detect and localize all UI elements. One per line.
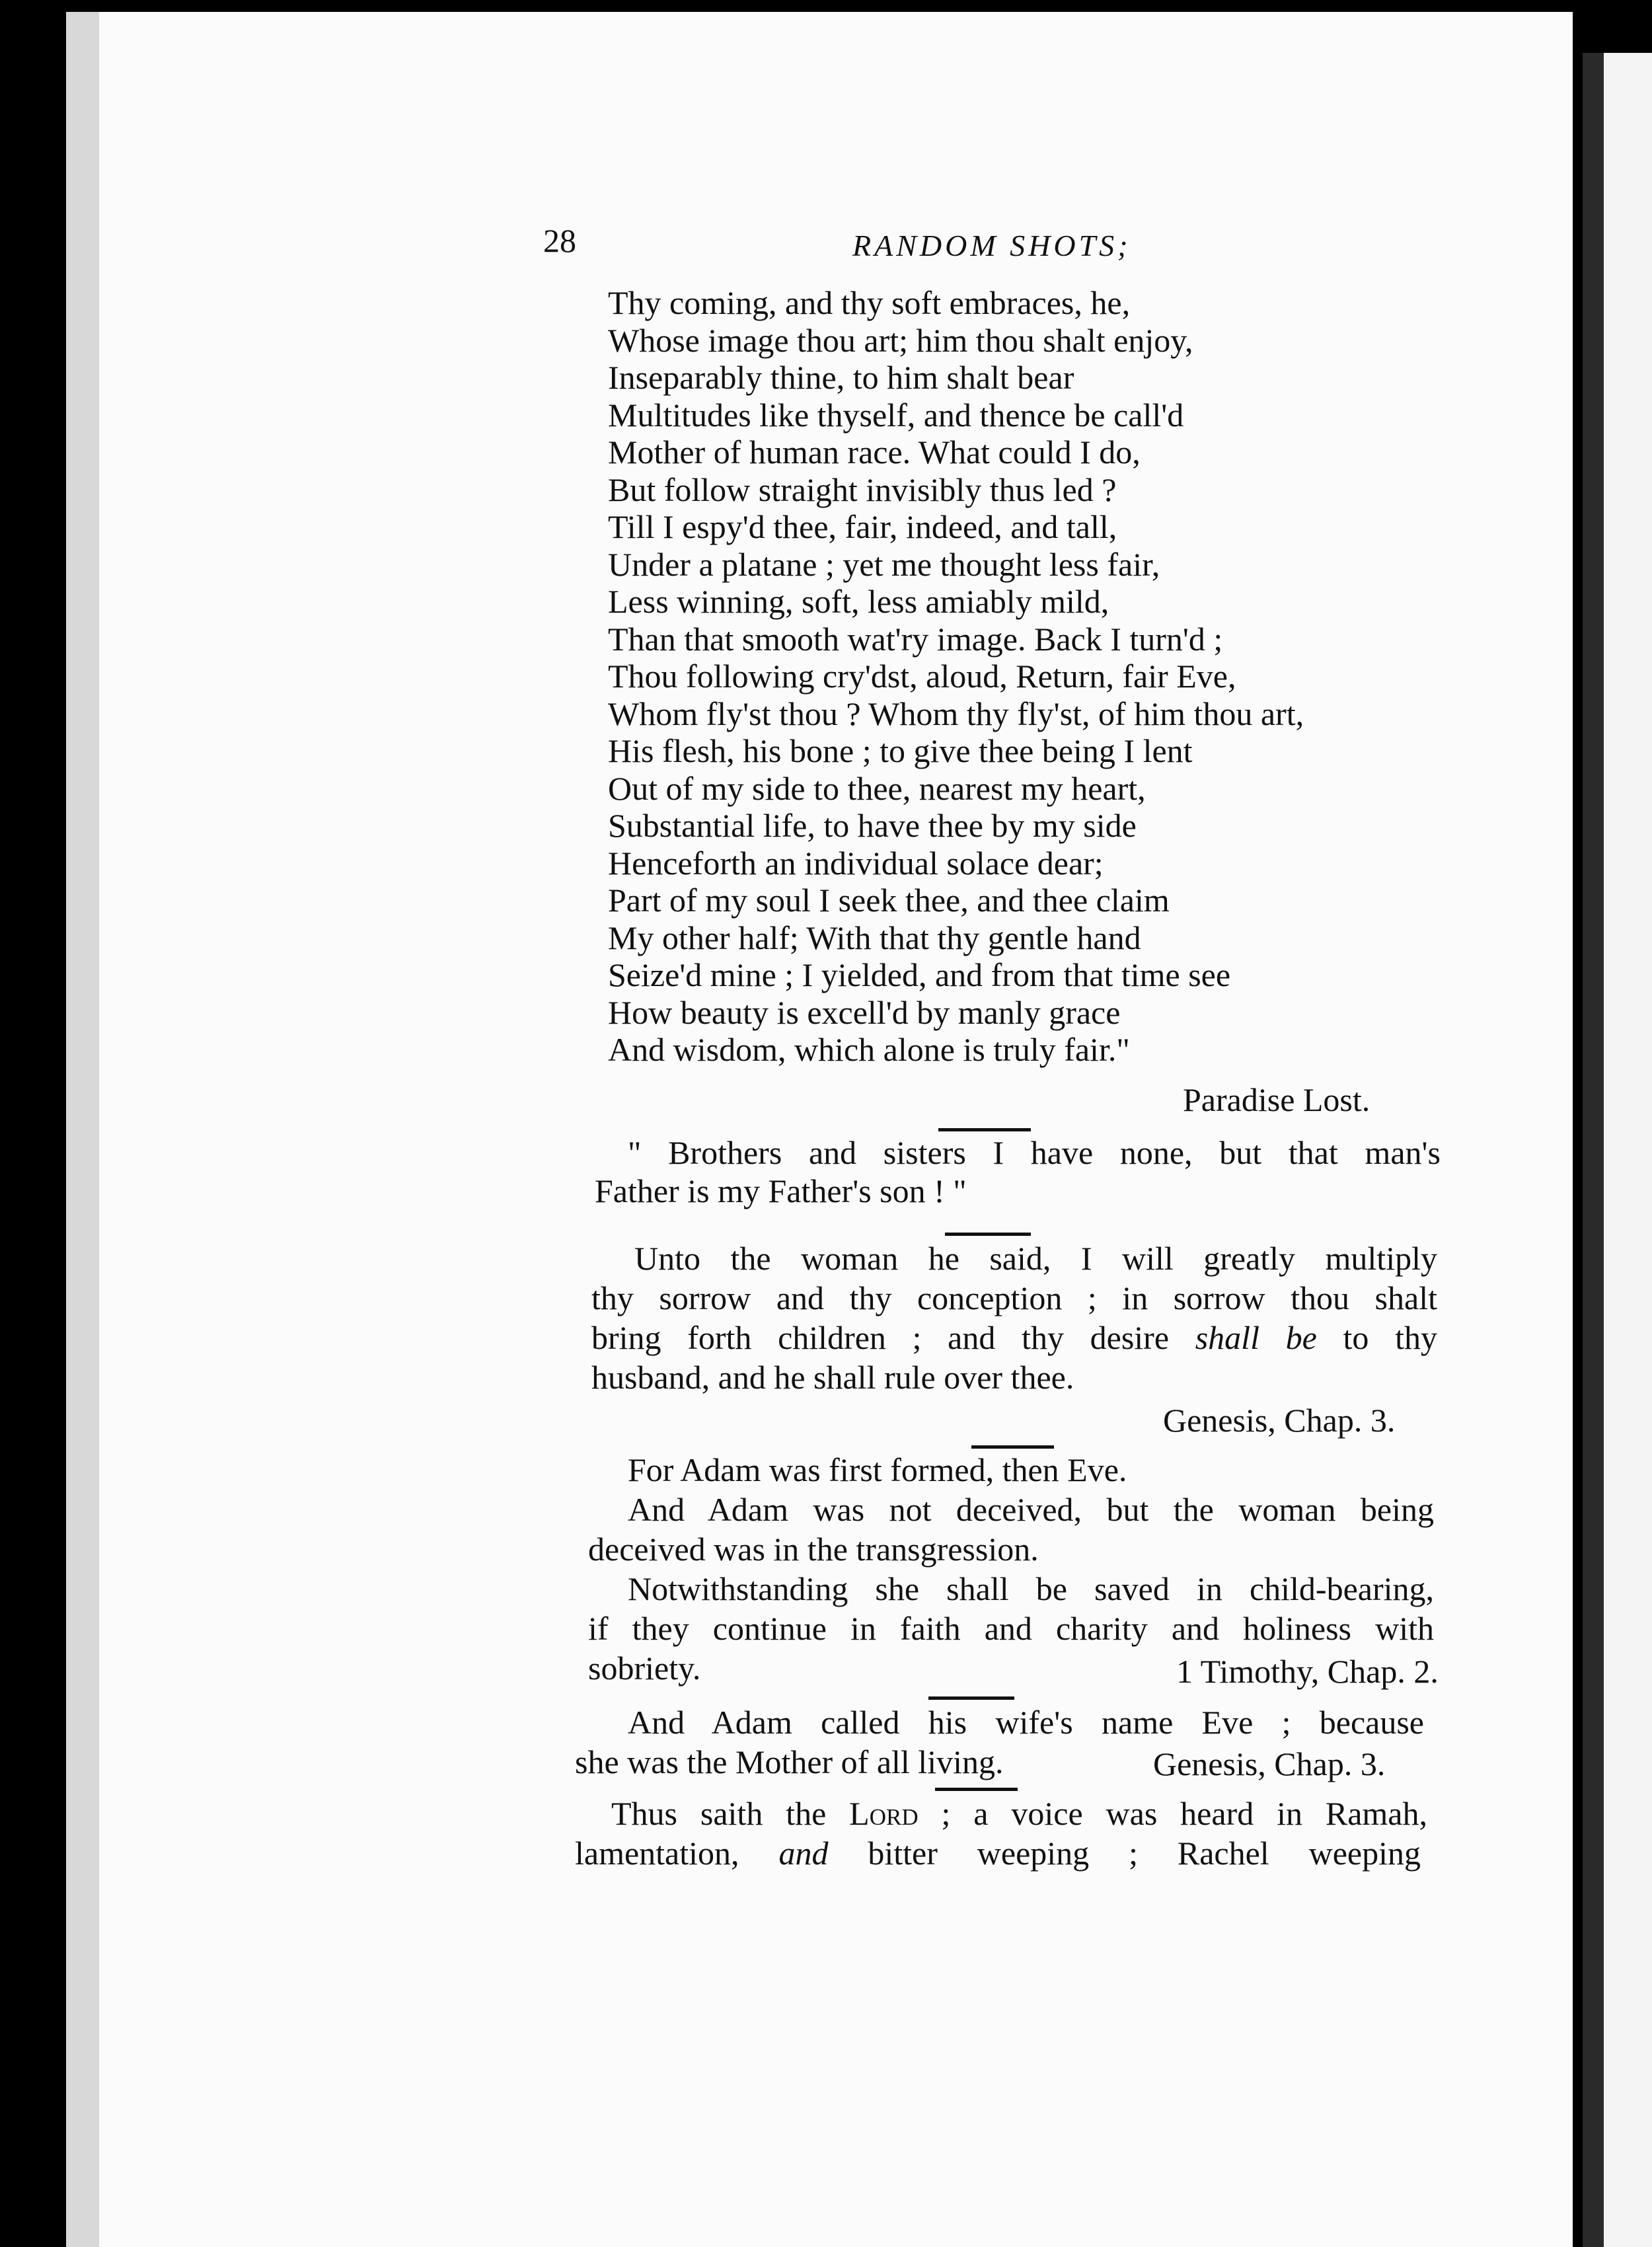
poem-line: Till I espy'd thee, fair, indeed, and tall, <box>608 508 1117 545</box>
poem-line: Mother of human race. What could I do, <box>608 434 1141 471</box>
poem-line: Henceforth an individual solace dear; <box>608 844 1104 882</box>
section-divider <box>938 1128 1031 1131</box>
poem-line: Thy coming, and thy soft embraces, he, <box>608 284 1131 321</box>
citation-genesis-3a: Genesis, Chap. 3. <box>1163 1402 1396 1439</box>
running-title: RANDOM SHOTS; <box>852 229 1131 262</box>
poem-line: Part of my soul I seek thee, and thee claim <box>608 882 1170 919</box>
citation-timothy: 1 Timothy, Chap. 2. <box>1176 1653 1439 1690</box>
adam-line-4: Notwithstanding she shall be saved in child-bearing, <box>628 1570 1434 1607</box>
facing-page <box>1604 53 1652 2247</box>
brothers-line-1: " Brothers and sisters I have none, but that man's <box>628 1134 1441 1171</box>
poem-line: How beauty is excell'd by manly grace <box>608 993 1121 1031</box>
unto-line-4: husband, and he shall rule over thee. <box>591 1359 1074 1396</box>
section-divider <box>928 1696 1014 1700</box>
adam-line-6: sobriety. <box>588 1650 701 1687</box>
poem-block <box>608 284 1467 1069</box>
adam-line-5: if they continue in faith and charity and holiness with <box>588 1610 1434 1647</box>
poem-line: Thou following cry'dst, aloud, Return, fair Eve, <box>608 658 1236 695</box>
citation-paradise-lost: Paradise Lost. <box>1183 1081 1370 1118</box>
unto-line-1: Unto the woman he said, I will greatly multiply <box>634 1240 1437 1277</box>
called-line-1: And Adam called his wife's name Eve ; because <box>628 1704 1424 1741</box>
citation-genesis-3b: Genesis, Chap. 3. <box>1153 1745 1386 1782</box>
book-spine-shadow <box>1583 53 1604 2247</box>
poem-line: Than that smooth wat'ry image. Back I turn'd ; <box>608 620 1223 658</box>
section-divider <box>945 1233 1031 1236</box>
poem-line: Whose image thou art; him thou shalt enjoy, <box>608 321 1193 359</box>
unto-line-3: bring forth children ; and thy desire shall be to thy <box>591 1319 1437 1356</box>
poem-line: Whom fly'st thou ? Whom thy fly'st, of him thou art, <box>608 695 1304 732</box>
poem-line: My other half; With that thy gentle hand <box>608 919 1141 956</box>
poem-line: His flesh, his bone ; to give thee being I lent <box>608 732 1193 769</box>
page-edge <box>66 12 99 2247</box>
thus-line-2: lamentation, and bitter weeping ; Rachel weeping <box>575 1835 1421 1872</box>
poem-line: Inseparably thine, to him shalt bear <box>608 359 1074 396</box>
adam-line-1: For Adam was first formed, then Eve. <box>628 1451 1127 1488</box>
unto-line-2: thy sorrow and thy conception ; in sorrow thou shalt <box>591 1279 1437 1316</box>
adam-line-2: And Adam was not deceived, but the woman being <box>628 1491 1434 1528</box>
thus-line-1: Thus saith the Lord ; a voice was heard in Ramah, <box>611 1795 1427 1832</box>
poem-line: And wisdom, which alone is truly fair." <box>608 1031 1130 1068</box>
poem-line: Under a platane ; yet me thought less fair, <box>608 545 1160 583</box>
page-number: 28 <box>543 222 576 259</box>
poem-line: Less winning, soft, less amiably mild, <box>608 583 1109 620</box>
poem-line: Substantial life, to have thee by my side <box>608 807 1137 844</box>
section-divider <box>935 1788 1018 1791</box>
poem-line: Out of my side to thee, nearest my heart, <box>608 769 1146 807</box>
brothers-line-2: Father is my Father's son ! " <box>595 1172 967 1209</box>
adam-line-3: deceived was in the transgression. <box>588 1531 1039 1568</box>
poem-line: Seize'd mine ; I yielded, and from that time see <box>608 956 1231 993</box>
section-divider <box>971 1445 1054 1449</box>
called-line-2: she was the Mother of all living. <box>575 1743 1004 1780</box>
poem-line: But follow straight invisibly thus led ? <box>608 471 1117 508</box>
poem-line: Multitudes like thyself, and thence be call'd <box>608 396 1184 434</box>
